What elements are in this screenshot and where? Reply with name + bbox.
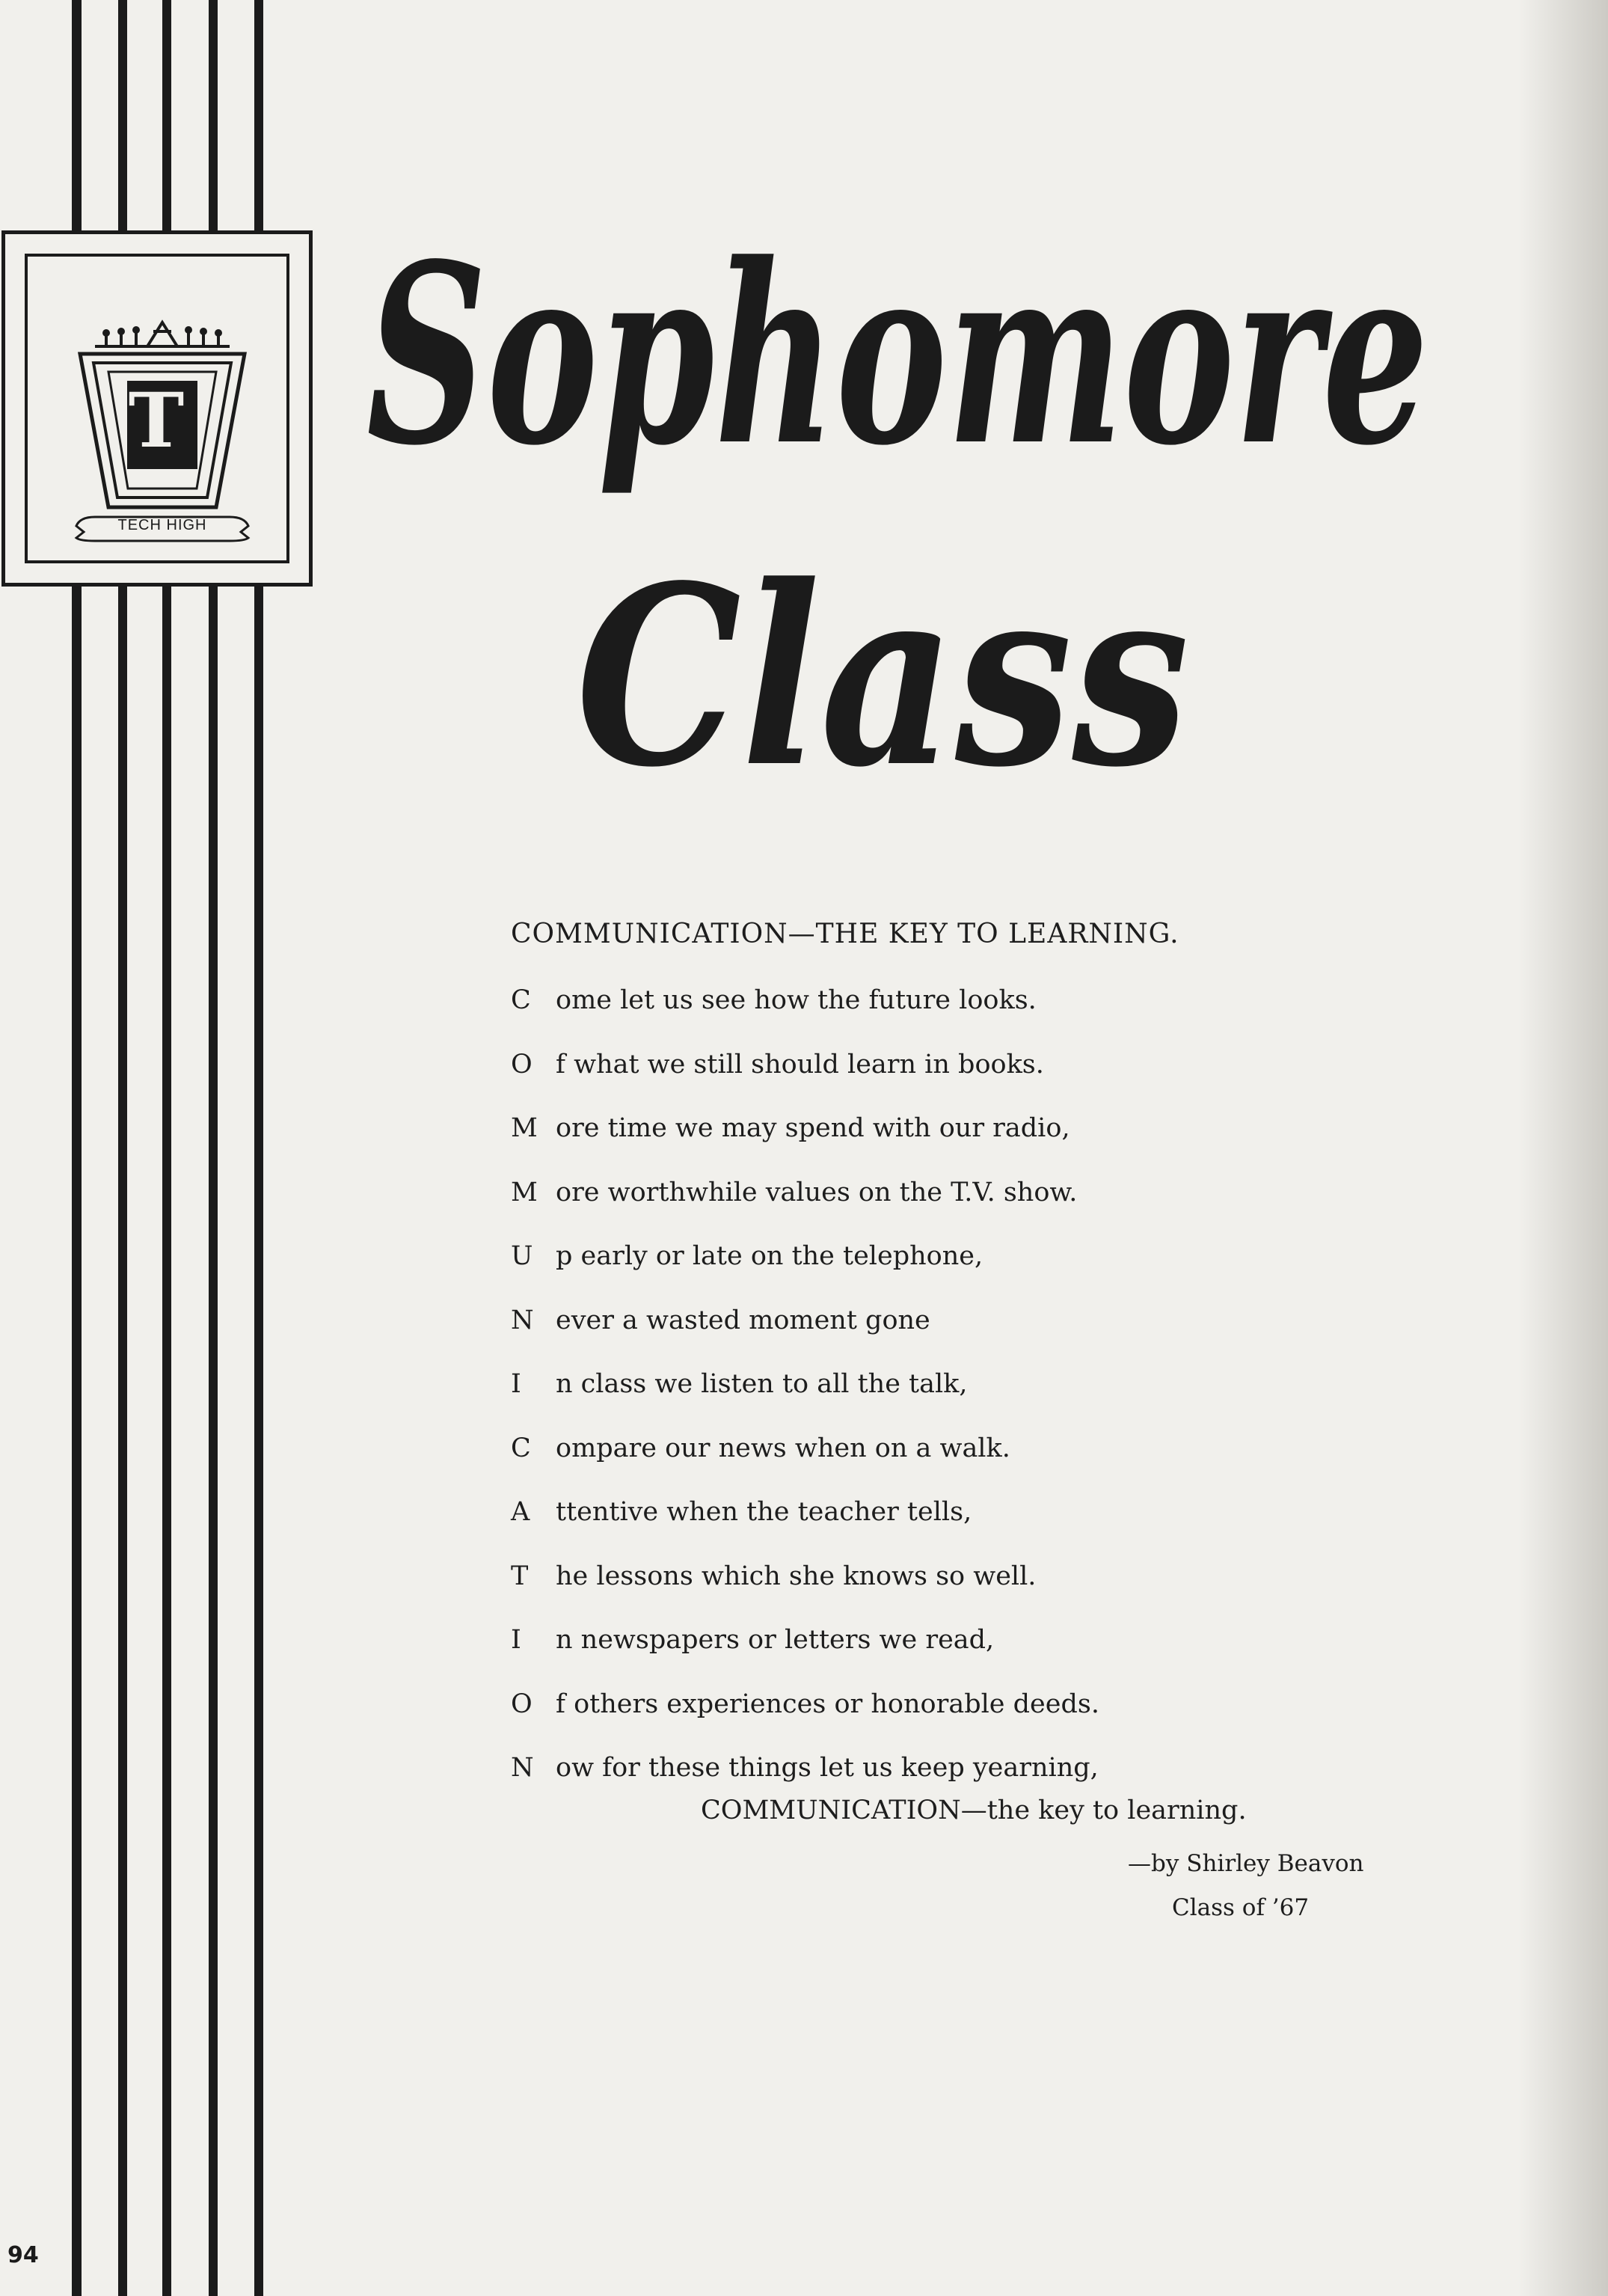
school-emblem <box>1 230 313 587</box>
poem-line <box>511 1050 1099 1114</box>
acrostic-initial: N <box>511 1753 534 1783</box>
poem-line-text: ow for these things let us keep yearning, <box>556 1753 1099 1783</box>
poem-line <box>511 1178 1099 1242</box>
page-number: 94 <box>7 2242 39 2268</box>
poem-line <box>511 1497 1099 1561</box>
acrostic-initial: U <box>511 1241 533 1271</box>
acrostic-initial: M <box>511 1113 538 1143</box>
poem-line <box>511 1625 1099 1689</box>
poem-line <box>511 1241 1099 1305</box>
acrostic-initial: C <box>511 985 531 1015</box>
poem-line-text: p early or late on the telephone, <box>556 1241 983 1271</box>
poem-line-text: ome let us see how the future looks. <box>556 985 1037 1015</box>
poem-line <box>511 1305 1099 1370</box>
page-title <box>352 195 1473 838</box>
poem-line-text: ore time we may spend with our radio, <box>556 1113 1070 1143</box>
poem-line <box>511 1689 1099 1754</box>
poem-line-text: ever a wasted moment gone <box>556 1305 930 1335</box>
acrostic-initial: O <box>511 1689 533 1719</box>
acrostic-initial: O <box>511 1049 533 1080</box>
poem-line <box>511 1113 1099 1178</box>
poem-line <box>511 1433 1099 1498</box>
poem-line-text: n newspapers or letters we read, <box>556 1625 995 1655</box>
page-edge-shadow <box>1518 0 1608 2296</box>
acrostic-initial: N <box>511 1305 534 1335</box>
poem-line-text: he lessons which she knows so well. <box>556 1561 1037 1591</box>
emblem-banner-text: TECH HIGH <box>117 517 207 533</box>
poem-refrain: COMMUNICATION—the key to learning. <box>701 1796 1247 1825</box>
title-line-1: Sophomore <box>366 209 1429 500</box>
acrostic-initial: A <box>511 1497 530 1527</box>
poem-class-year: Class of ’67 <box>1172 1894 1310 1921</box>
poem-line <box>511 985 1099 1050</box>
poem-line-text: ore worthwhile values on the T.V. show. <box>556 1177 1078 1207</box>
poem-line-text: f others experiences or honorable deeds. <box>556 1689 1099 1719</box>
poem-line-text: ompare our news when on a walk. <box>556 1433 1010 1463</box>
acrostic-initial: I <box>511 1369 521 1399</box>
poem-line-text: n class we listen to all the talk, <box>556 1369 968 1399</box>
acrostic-initial: T <box>511 1561 529 1591</box>
acrostic-initial: I <box>511 1625 521 1655</box>
emblem-letter: T <box>128 376 185 465</box>
poem-heading: COMMUNICATION—THE KEY TO LEARNING. <box>511 919 1179 949</box>
poem-line-text: f what we still should learn in books. <box>556 1049 1044 1080</box>
acrostic-initial: C <box>511 1433 531 1463</box>
poem-line-text: ttentive when the teacher tells, <box>556 1497 972 1527</box>
poem-line <box>511 1369 1099 1433</box>
poem-byline: —by Shirley Beavon <box>1128 1850 1364 1877</box>
poem-line <box>511 1561 1099 1626</box>
poem-lines <box>511 985 1099 1817</box>
acrostic-initial: M <box>511 1177 538 1207</box>
title-line-2: Class <box>576 531 1189 821</box>
